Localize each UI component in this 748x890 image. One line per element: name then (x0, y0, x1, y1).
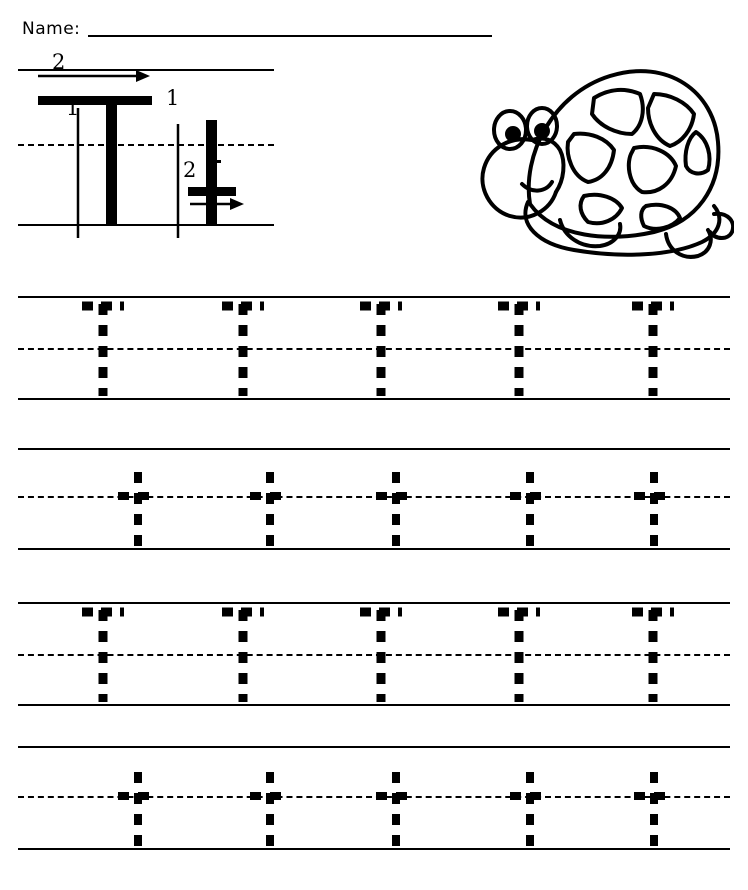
trace-letter-uppercase-t[interactable] (214, 604, 270, 704)
name-label: Name: (22, 19, 81, 39)
trace-letter-uppercase-t[interactable] (214, 298, 270, 398)
trace-letter-lowercase-t[interactable] (114, 470, 162, 550)
trace-letter-lowercase-t[interactable] (630, 770, 678, 850)
trace-letter-uppercase-t[interactable] (352, 604, 408, 704)
trace-letter-lowercase-t[interactable] (114, 770, 162, 850)
trace-letter-uppercase-t[interactable] (490, 298, 546, 398)
stroke-number-2-lowercase: 2 (183, 158, 197, 182)
stroke-number-1-uppercase: 1 (66, 96, 80, 120)
guide-line-top (18, 448, 730, 450)
stroke-number-2-uppercase: 2 (52, 50, 66, 74)
stroke-number-1-lowercase: 1 (166, 86, 180, 110)
trace-letter-lowercase-t[interactable] (246, 470, 294, 550)
trace-letter-uppercase-t[interactable] (490, 604, 546, 704)
trace-letter-lowercase-t[interactable] (506, 470, 554, 550)
trace-letter-lowercase-t[interactable] (506, 770, 554, 850)
guide-line-top (18, 746, 730, 748)
trace-letter-uppercase-t[interactable] (74, 604, 130, 704)
trace-letter-lowercase-t[interactable] (372, 470, 420, 550)
trace-letter-uppercase-t[interactable] (624, 298, 680, 398)
guide-line-bottom (18, 398, 730, 400)
stroke-guide-drawing (18, 52, 274, 238)
trace-letter-lowercase-t[interactable] (630, 470, 678, 550)
turtle-illustration (414, 36, 734, 276)
trace-letter-uppercase-t[interactable] (74, 298, 130, 398)
trace-letter-lowercase-t[interactable] (246, 770, 294, 850)
guide-line-bottom (18, 704, 730, 706)
trace-letter-uppercase-t[interactable] (624, 604, 680, 704)
stroke-guide (18, 52, 274, 238)
trace-letter-lowercase-t[interactable] (372, 770, 420, 850)
trace-letter-uppercase-t[interactable] (352, 298, 408, 398)
